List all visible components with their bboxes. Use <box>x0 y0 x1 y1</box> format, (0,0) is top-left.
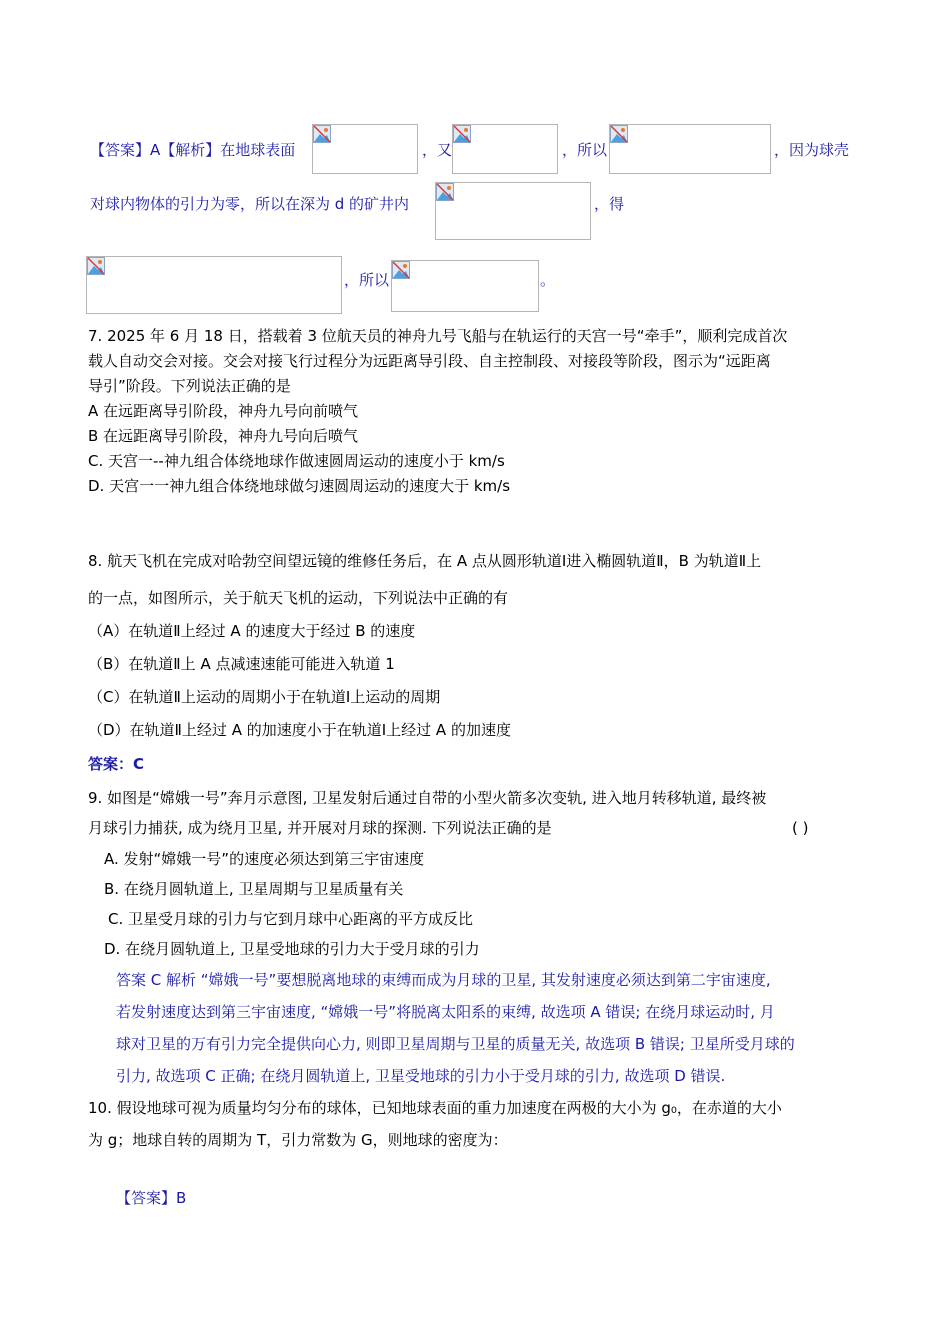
formula-image-placeholder <box>452 124 558 174</box>
formula-image-placeholder <box>312 124 418 174</box>
answer6-text-2a: 对球内物体的引力为零，所以在深为 d 的矿井内 <box>90 195 410 213</box>
broken-image-icon <box>436 183 454 201</box>
q9-explanation-line-1: 答案 C 解析 “嫦娥一号”要想脱离地球的束缚而成为月球的卫星, 其发射速度必须达到第二宇宙速度, <box>116 971 771 989</box>
q9-stem-line-2: 月球引力捕获, 成为绕月卫星, 并开展对月球的探测. 下列说法正确的是 <box>88 819 552 837</box>
q8-answer: 答案：C <box>88 755 145 773</box>
q8-stem-line-2: 的一点，如图所示，关于航天飞机的运动，下列说法中正确的有 <box>88 589 509 607</box>
q9-option-a: A. 发射“嫦娥一号”的速度必须达到第三宇宙速度 <box>104 850 425 868</box>
q9-explanation-line-2: 若发射速度达到第三宇宙速度, “嫦娥一号”将脱离太阳系的束缚, 故选项 A 错误; 在绕月球运动时, 月 <box>116 1003 775 1021</box>
q10-stem-line-1: 10. 假设地球可视为质量均匀分布的球体，已知地球表面的重力加速度在两极的大小为 g₀，在赤道的大小 <box>88 1099 782 1117</box>
q7-stem-line-1: 7. 2025 年 6 月 18 日，搭载着 3 位航天员的神舟九号飞船与在轨运行的天宫一号“牵手”，顺利完成首次 <box>88 327 788 345</box>
broken-image-icon <box>453 125 471 143</box>
q10-answer: 【答案】B <box>116 1189 187 1207</box>
formula-image-placeholder <box>609 124 771 174</box>
formula-image-placeholder <box>435 182 591 240</box>
q7-option-d: D. 天宫一一神九组合体绕地球做匀速圆周运动的速度大于 km/s <box>88 477 511 495</box>
answer6-text-1a: 【答案】A【解析】在地球表面 <box>90 141 296 159</box>
q7-stem-line-3: 导引”阶段。下列说法正确的是 <box>88 377 291 395</box>
q9-option-b: B. 在绕月圆轨道上, 卫星周期与卫星质量有关 <box>104 880 404 898</box>
answer6-text-1c: ，所以 <box>562 141 608 159</box>
q9-option-c: C. 卫星受月球的引力与它到月球中心距离的平方成反比 <box>108 910 474 928</box>
answer6-text-2b: ，得 <box>594 195 625 213</box>
q7-stem-line-2: 载人自动交会对接。交会对接飞行过程分为远距离导引段、自主控制段、对接段等阶段，图示为“远距离 <box>88 352 771 370</box>
q9-answer-bracket: ( ) <box>792 819 809 837</box>
broken-image-icon <box>392 261 410 279</box>
broken-image-icon <box>610 125 628 143</box>
q8-option-a: （A）在轨道Ⅱ上经过 A 的速度大于经过 B 的速度 <box>88 622 416 640</box>
q7-option-a: A 在远距离导引阶段，神舟九号向前喷气 <box>88 402 359 420</box>
q8-option-c: （C）在轨道Ⅱ上运动的周期小于在轨道Ⅰ上运动的周期 <box>88 688 441 706</box>
q8-option-b: （B）在轨道Ⅱ上 A 点减速速能可能进入轨道 1 <box>88 655 395 673</box>
answer6-text-1d: ，因为球壳 <box>774 141 850 159</box>
answer6-text-3a: ，所以 <box>344 271 390 289</box>
formula-image-placeholder <box>86 256 342 314</box>
formula-image-placeholder <box>391 260 539 312</box>
q8-option-d: （D）在轨道Ⅱ上经过 A 的加速度小于在轨道Ⅰ上经过 A 的加速度 <box>88 721 511 739</box>
answer6-text-1b: ，又 <box>422 141 453 159</box>
broken-image-icon <box>87 257 105 275</box>
answer6-text-3b: 。 <box>540 271 556 289</box>
q9-explanation-line-4: 引力, 故选项 C 正确; 在绕月圆轨道上, 卫星受地球的引力小于受月球的引力, 故选项 D 错误. <box>116 1067 726 1085</box>
q9-explanation-line-3: 球对卫星的万有引力完全提供向心力, 则即卫星周期与卫星的质量无关, 故选项 B 错误; 卫星所受月球的 <box>116 1035 795 1053</box>
q8-stem-line-1: 8. 航天飞机在完成对哈勃空间望远镜的维修任务后，在 A 点从圆形轨道Ⅰ进入椭圆轨道Ⅱ，B 为轨道Ⅱ上 <box>88 552 762 570</box>
broken-image-icon <box>313 125 331 143</box>
q7-option-b: B 在远距离导引阶段，神舟九号向后喷气 <box>88 427 359 445</box>
q9-option-d: D. 在绕月圆轨道上, 卫星受地球的引力大于受月球的引力 <box>104 940 480 958</box>
q7-option-c: C. 天宫一--神九组合体绕地球作做速圆周运动的速度小于 km/s <box>88 452 505 470</box>
q9-stem-line-1: 9. 如图是“嫦娥一号”奔月示意图, 卫星发射后通过自带的小型火箭多次变轨, 进入地月转移轨道, 最终被 <box>88 789 767 807</box>
q10-stem-line-2: 为 g；地球自转的周期为 T，引力常数为 G，则地球的密度为： <box>88 1131 508 1149</box>
